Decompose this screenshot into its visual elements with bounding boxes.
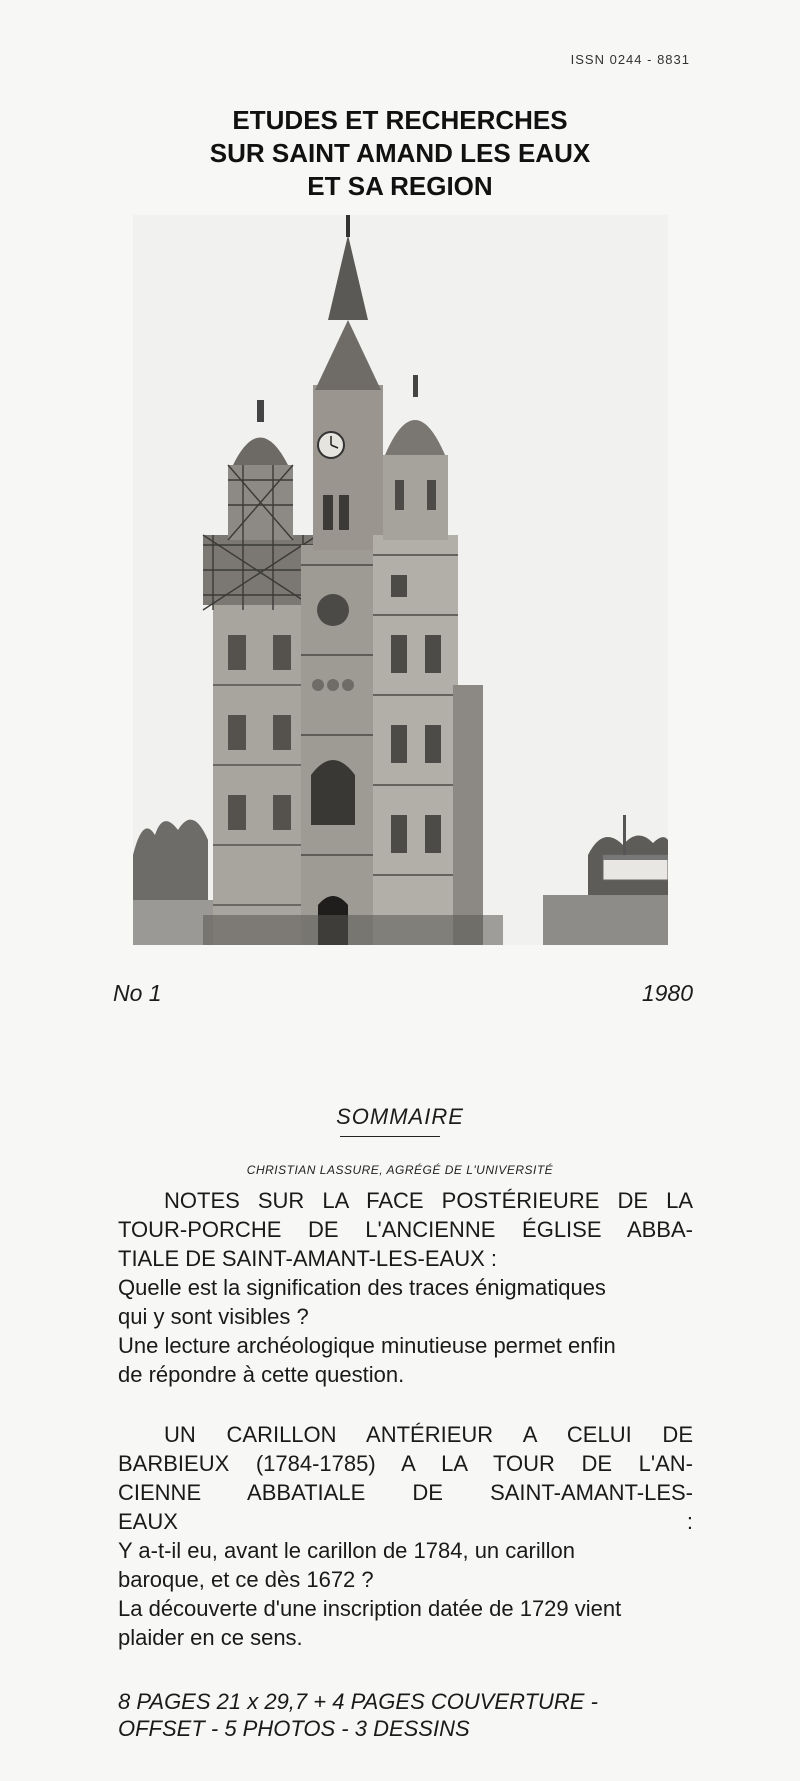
article-title-line: CIENNE ABBATIALE DE SAINT-AMANT-LES- bbox=[118, 1480, 693, 1505]
contents-heading: SOMMAIRE bbox=[336, 1104, 464, 1129]
issn-number: ISSN 0244 - 8831 bbox=[570, 52, 690, 67]
specs-line-2: OFFSET - 5 PHOTOS - 3 DESSINS bbox=[118, 1716, 470, 1741]
publication-title bbox=[0, 104, 800, 203]
article-body-line: baroque, et ce dès 1672 ? bbox=[118, 1567, 374, 1592]
title-line-3: ET SA REGION bbox=[307, 171, 493, 201]
specs-line-1: 8 PAGES 21 x 29,7 + 4 PAGES COUVERTURE - bbox=[118, 1689, 598, 1714]
article-body-line: de répondre à cette question. bbox=[118, 1362, 405, 1387]
article-title-line: NOTES SUR LA FACE POSTÉRIEURE DE LA bbox=[164, 1188, 693, 1213]
article-title-line: TOUR-PORCHE DE L'ANCIENNE ÉGLISE ABBA- bbox=[118, 1217, 693, 1242]
heading-divider bbox=[340, 1136, 440, 1137]
article-body-line: La découverte d'une inscription datée de 1729 vient bbox=[118, 1596, 622, 1621]
article-body-line: Y a-t-il eu, avant le carillon de 1784, un carillon bbox=[118, 1538, 575, 1563]
title-line-1: ETUDES ET RECHERCHES bbox=[232, 105, 568, 135]
issue-number: No 1 bbox=[113, 980, 162, 1006]
article-1 bbox=[118, 1186, 693, 1389]
publication-specs bbox=[118, 1688, 698, 1742]
article-title-line: TIALE DE SAINT-AMANT-LES-EAUX : bbox=[118, 1246, 497, 1271]
title-line-2: SUR SAINT AMAND LES EAUX bbox=[209, 138, 591, 168]
article-body-line: Une lecture archéologique minutieuse permet enfin bbox=[118, 1333, 616, 1358]
article-body-line: plaider en ce sens. bbox=[118, 1625, 303, 1650]
issue-year: 1980 bbox=[641, 980, 693, 1006]
article-title-line: EAUX : bbox=[118, 1509, 693, 1534]
article-body-line: qui y sont visibles ? bbox=[118, 1304, 309, 1329]
article-title-line: BARBIEUX (1784-1785) A LA TOUR DE L'AN- bbox=[118, 1451, 693, 1476]
church-tower-photo-icon bbox=[133, 215, 668, 945]
article-body-line: Quelle est la signification des traces énigmatiques bbox=[118, 1275, 606, 1300]
article-title-line: UN CARILLON ANTÉRIEUR A CELUI DE bbox=[164, 1422, 693, 1447]
author-credit: CHRISTIAN LASSURE, AGRÉGÉ DE L'UNIVERSITÉ bbox=[246, 1163, 554, 1177]
article-2 bbox=[118, 1420, 693, 1652]
